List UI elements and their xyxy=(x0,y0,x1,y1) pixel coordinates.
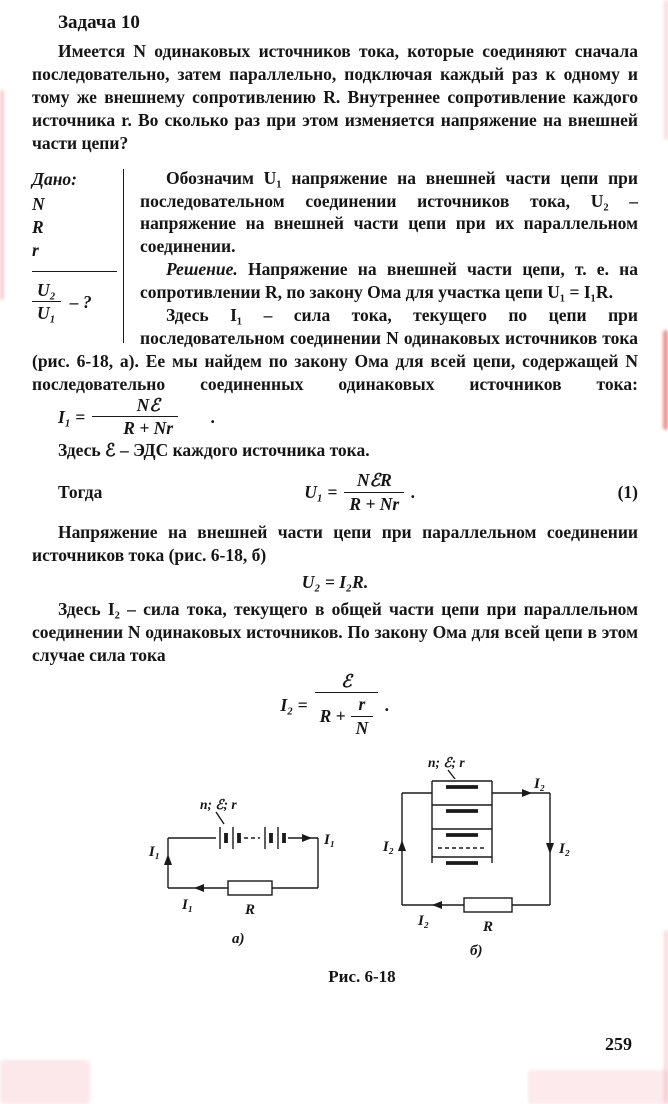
current-arrow-right xyxy=(302,834,312,842)
page-number: 259 xyxy=(605,1034,632,1054)
formula-u1 xyxy=(102,471,617,514)
fraction-denominator: R + Nr xyxy=(344,492,404,515)
figure-caption: Рис. 6-18 xyxy=(328,966,396,986)
formula-i2-fraction xyxy=(315,672,379,739)
equation-1-row xyxy=(32,471,638,514)
solution-paragraph-4: Здесь ℰ – ЭДС каждого источника тока. xyxy=(58,440,370,461)
denominator-expression xyxy=(320,695,374,738)
current-label: I₂ xyxy=(382,838,394,855)
solution-paragraph-6: Напряжение на внешней части цепи при параллельном соединении источников тока (рис. 6-18, б) xyxy=(32,522,638,566)
fraction-numerator: Nℰ xyxy=(136,394,160,415)
scan-artifact xyxy=(0,1060,90,1104)
solution-paragraph-1: Обозначим U₁ напряжение на внешней части цепи при последовательном соединении источников тока, U₂ – напряжение на внешней части цепи при их параллельном соединении. xyxy=(140,167,638,257)
fraction-numerator: NℰR xyxy=(356,469,392,490)
resistor-b xyxy=(464,898,512,912)
solution-block xyxy=(32,167,638,439)
formula-i2-lhs: I₂ = xyxy=(280,694,308,715)
circuit-b-parallel xyxy=(382,755,570,959)
given-item: r xyxy=(32,239,39,260)
given-divider xyxy=(32,271,117,272)
inner-fraction xyxy=(351,695,374,738)
label-pointer xyxy=(448,770,455,779)
problem-statement: Имеется N одинаковых источников тока, которые соединяют сначала последовательно, затем параллельно, подключая каждый раз к одному и тому же внешнему сопротивлению R. Внутреннее сопротивление каждого источника r. Во сколько раз при этом изменяется напряжение на внешней части цепи? xyxy=(32,41,638,153)
fraction-denominator: R + Nr xyxy=(92,416,178,439)
ratio-fraction xyxy=(32,281,61,324)
battery-group-label-b: n; ℰ; r xyxy=(428,754,465,770)
fraction-numerator: r xyxy=(358,694,366,715)
fraction-denominator: U₁ xyxy=(32,301,61,324)
circuit-a-series xyxy=(148,797,335,947)
subfigure-caption-a: а) xyxy=(232,930,245,947)
given-box xyxy=(32,169,124,343)
given-item: N xyxy=(32,193,45,214)
current-arrow-up xyxy=(398,840,406,851)
resistor-label-a: R xyxy=(244,901,256,918)
figure-6-18 xyxy=(32,753,638,987)
formula-i2 xyxy=(32,672,638,739)
current-label: I₁ xyxy=(324,831,336,848)
current-arrow-up xyxy=(164,854,172,865)
subfigure-caption-b: б) xyxy=(470,942,483,959)
current-label: I₁ xyxy=(182,896,194,913)
formula-i2-period: . xyxy=(385,694,390,715)
resistor-label-b: R xyxy=(482,918,494,935)
formula-u1-lhs: U₁ = xyxy=(304,482,338,503)
formula-u1-period: . xyxy=(411,482,416,503)
current-label: I₂ xyxy=(534,775,546,792)
current-arrow-left xyxy=(194,884,204,892)
current-label: I₂ xyxy=(418,912,430,929)
current-arrow-right xyxy=(522,789,532,797)
fraction-denominator: N xyxy=(351,716,374,739)
question-mark: – ? xyxy=(69,291,92,312)
denominator-prefix: R + xyxy=(319,706,346,727)
scan-artifact xyxy=(528,1070,668,1104)
given-heading: Дано: xyxy=(32,168,77,189)
formula-u2: U₂ = I₂R. xyxy=(301,571,369,592)
formula-u1-fraction xyxy=(344,471,404,514)
equation-lead-word: Тогда xyxy=(58,482,103,503)
solution-lead-word: Решение. xyxy=(166,259,238,280)
fraction-numerator: ℰ xyxy=(341,670,352,691)
current-label: I₂ xyxy=(559,840,571,857)
fraction-numerator: U₂ xyxy=(37,279,56,300)
current-arrow-left xyxy=(432,901,442,909)
fraction-denominator xyxy=(315,692,379,738)
solution-paragraph-7: Здесь I₂ – сила тока, текущего в общей части цепи при параллельном соединении N одинаковых источников. По закону Ома для всей цепи в этом случае сила тока xyxy=(32,598,638,665)
circuit-diagrams xyxy=(82,753,642,961)
formula-i1-lhs: I₁ = xyxy=(58,406,86,427)
current-label: I₁ xyxy=(148,843,160,860)
battery-group-label-a: n; ℰ; r xyxy=(200,796,237,812)
current-arrow-down xyxy=(546,843,554,854)
given-item: R xyxy=(32,216,44,237)
given-question xyxy=(32,281,117,324)
formula-i1-period: . xyxy=(211,406,216,427)
solution-paragraph-2-text: Напряжение на внешней части цепи, т. е. на сопротивлении R, по закону Ома для участка цепи U₁ = I₁R. xyxy=(140,259,638,303)
resistor-a xyxy=(228,881,272,895)
equation-number: (1) xyxy=(617,482,638,503)
solution-paragraph-3-text: Здесь I₁ – сила тока, текущего по цепи при последовательном соединении N одинаковых источников тока (рис. 6-18, а). Ее мы найдем по закону Ома для всей цепи, содержащей N последовательно соединенных одинаковых источников тока: xyxy=(32,305,638,394)
formula-i1-fraction xyxy=(92,396,178,439)
problem-title: Задача 10 xyxy=(58,12,140,33)
formula-i1 xyxy=(32,396,215,439)
label-pointer xyxy=(216,812,224,824)
